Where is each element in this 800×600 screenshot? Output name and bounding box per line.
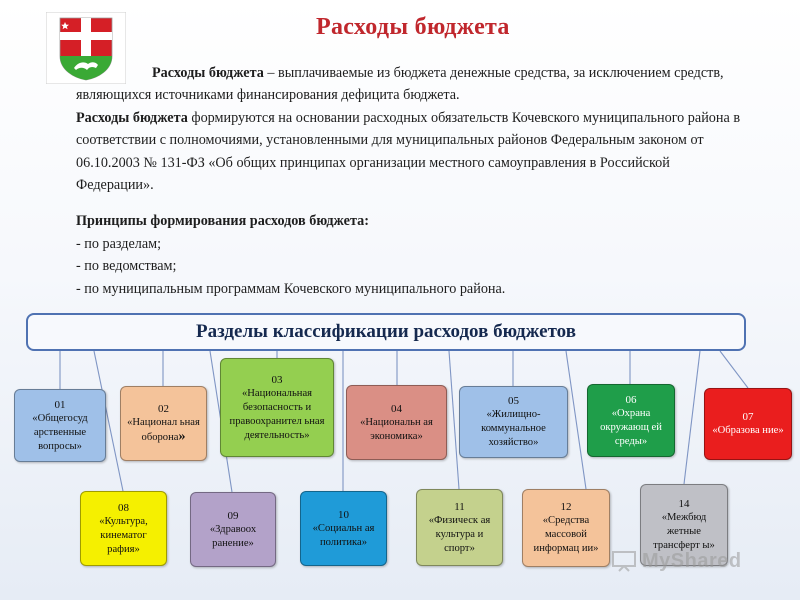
section-code: 05	[508, 395, 519, 407]
definition-text: – выплачиваемые из бюджета денежные средства, за исключением средств, являющихся источниками финансирования дефицита бюджета.	[76, 65, 724, 104]
section-code: 02	[158, 403, 169, 415]
section-name: «Национальн ая экономика»	[360, 416, 433, 442]
section-name: «Национал ьная оборона»	[127, 417, 200, 444]
principle-item: - по ведомствам;	[76, 258, 177, 275]
section-name: «Охрана окружающ ей среды»	[600, 407, 662, 447]
section-02-box	[120, 386, 207, 461]
section-code: 14	[678, 498, 690, 510]
definition-paragraph	[76, 62, 744, 107]
section-name: «Средства массовой информац ии»	[533, 515, 599, 554]
section-code: 10	[338, 508, 349, 521]
section-name: «Межбюд жетные трансферт ы»	[653, 512, 715, 551]
formation-text: формируются на основании расходных обязательств Кочевского муниципального района в соответствии с полномочиями, установленными для муниципальных районов Федеральным законом от 06.10.2003 № 131-ФЗ «Об общих принципах организации местного самоуправления в Российской Федерации».	[76, 109, 741, 194]
section-08-box	[80, 491, 167, 566]
term-budget-expenses: Расходы бюджета	[152, 65, 264, 81]
section-09-box	[190, 492, 276, 567]
section-name: «Образова ние»	[712, 425, 784, 436]
section-code: 12	[560, 501, 572, 513]
term-budget-expenses-2: Расходы бюджета	[76, 109, 188, 126]
section-code: 07	[742, 411, 754, 423]
section-06-box	[587, 384, 675, 457]
watermark-text: MyShared	[642, 549, 742, 572]
section-code: 08	[118, 501, 129, 514]
classification-header: Разделы классификации расходов бюджетов	[26, 313, 746, 351]
section-code: 01	[54, 398, 66, 411]
section-name: «Здравоох ранение»	[209, 523, 257, 549]
principles-heading: Принципы формирования расходов бюджета:	[76, 213, 369, 230]
section-name: «Жилищно-коммунальное хозяйство»	[481, 409, 546, 448]
section-name: «Общегосуд арственные вопросы»	[32, 412, 88, 452]
section-04-box	[346, 385, 447, 460]
section-code: 04	[391, 402, 402, 415]
section-code: 06	[625, 393, 637, 406]
section-name: «Социальн ая политика»	[312, 522, 375, 548]
section-code: 03	[271, 373, 283, 386]
principle-item: - по разделам;	[76, 235, 162, 252]
section-11-box	[416, 489, 503, 566]
section-code: 11	[454, 500, 465, 513]
section-03-box	[220, 358, 334, 457]
watermark	[612, 546, 792, 576]
intro-text	[76, 62, 744, 300]
principle-item: - по муниципальным программам Кочевского муниципального района.	[76, 280, 506, 297]
section-10-box	[300, 491, 387, 566]
section-01-box	[14, 389, 106, 462]
formation-paragraph	[76, 107, 744, 197]
section-07-box	[704, 388, 792, 460]
presentation-icon	[612, 550, 636, 572]
section-code: 09	[227, 509, 239, 522]
section-name: «Физическ ая культура и спорт»	[428, 514, 491, 554]
section-05-box	[459, 386, 568, 458]
section-12-box	[522, 489, 610, 567]
section-name: «Культура, кинематог рафия»	[99, 515, 148, 555]
section-name: «Национальная безопасность и правоохранител ьная деятельность»	[229, 387, 325, 441]
page-title: Расходы бюджета	[316, 14, 510, 40]
